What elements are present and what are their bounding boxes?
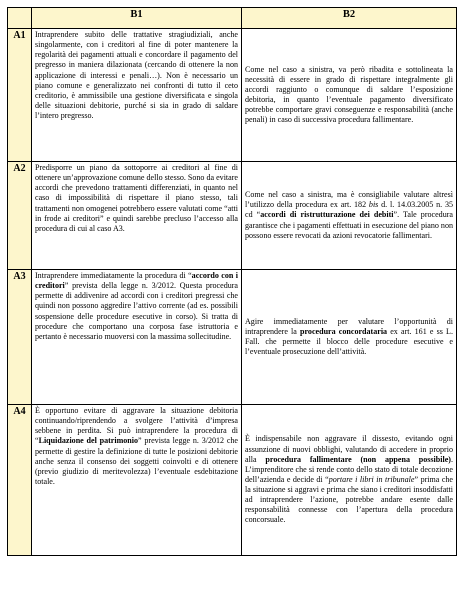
cell-a4-b1 xyxy=(32,405,242,556)
italic-text: bis xyxy=(368,200,379,210)
cell-a1-b2 xyxy=(242,29,457,162)
bold-text: accordi di ristrutturazione dei debiti xyxy=(260,210,394,220)
cell-a1-b1 xyxy=(32,29,242,162)
table-row xyxy=(8,162,457,270)
cell-text: ” prima che la situazione si aggravi e prima che siano i creditori insoddisfatti ad intraprendere l’azione, potrebbe andare esente dalle responsabilità connesse con l’apertura della procedura concorsuale. xyxy=(245,474,454,525)
bold-text: Liquidazione del patrimonio xyxy=(38,436,139,446)
cell-text: ex art. 161 e ss L. Fall. che permette il blocco delle procedure esecutive e l’eventuale prosecuzione dell’attività. xyxy=(245,326,453,357)
decision-matrix-table xyxy=(7,7,457,556)
bold-text: procedura fallimentare (non appena possibile) xyxy=(265,454,451,464)
row-header-a3: A3 xyxy=(8,270,32,405)
column-header-b1: B1 xyxy=(32,8,242,29)
cell-a4-b2 xyxy=(242,405,457,556)
cell-text: ” prevista legge n. 3/2012 che permette di gestire la definizione di tutte le posizioni debitorie anche senza il consenso dei soggetti coinvolti e di ottenere (previo giudizio di meritevolezza) l’eventuale esdebitazione totale. xyxy=(35,436,238,486)
cell-text: ”. Tale procedura garantisce che i pagamenti effettuati in esecuzione del piano non possono essere revocati da azioni revocatorie fallimentari. xyxy=(245,210,453,240)
row-header-a2: A2 xyxy=(8,162,32,270)
bold-text: accordo con i creditori xyxy=(35,271,238,291)
cell-text: Intraprendere subito delle trattative stragiudiziali, anche singolarmente, con i creditori al fine di poter mantenere la regolarità dei pagamenti attuali e concordare il pagamento del pregresso in maniera dilazionata (cercando di ottenere la non applicazione di interessi e penali…). Non è necessario un piano comune e generalizzato nei confronti di tutto il ceto creditorio, è ammissibile una gestione diversificata e singola delle situazioni debitorie, purché si sia in grado di saldare l’intero pregresso. xyxy=(35,30,238,120)
row-header-a1: A1 xyxy=(8,29,32,162)
cell-text: d. l. 14.03.2005 n. 35 cd “ xyxy=(245,200,453,220)
table-row xyxy=(8,29,457,162)
corner-cell xyxy=(8,8,32,29)
cell-a3-b2 xyxy=(242,270,457,405)
cell-text: Come nel caso a sinistra, ma è consigliabile valutare altresì l’utilizzo della procedura ex art. 182 xyxy=(245,190,453,210)
cell-text: Agire immediatamente per valutare l’opportunità di intraprendere la xyxy=(245,316,453,336)
table-row xyxy=(8,405,457,556)
header-row xyxy=(8,8,457,29)
row-header-a4: A4 xyxy=(8,405,32,556)
cell-text: Predisporre un piano da sottoporre ai creditori al fine di ottenere un’approvazione comune dello stesso. Sono da evitare accordi che prevedono trattamenti differenziati, in quanto nel caso di impossibilità di rispettare il piano stesso, tali trattamenti non omogenei potrebbero essere valutati come “atti in frode ai creditori” e quindi sarebbe precluso l’accesso alla procedura di cui al caso A3. xyxy=(35,163,238,233)
italic-text: portare i libri in tribunale xyxy=(328,474,415,484)
cell-text: È opportuno evitare di aggravare la situazione debitoria continuando/riprendendo a svolgere l’attività d’impresa sebbene in perdita. Si può intraprendere la procedura di “ xyxy=(35,406,238,446)
cell-text: Intraprendere immediatamente la procedura di “ xyxy=(35,271,192,280)
cell-text: ” prevista della legge n. 3/2012. Questa procedura permette di addivenire ad accordi con i creditori pregressi che quindi non possono aggredire l’attivo corrente (ad es. possibili sospensione delle procedure esecutive in corso). Si tratta di procedure che comportano una corposa fase istruttoria e pertanto è necessario muoversi con la massima sollecitudine. xyxy=(35,281,238,341)
table-row xyxy=(8,270,457,405)
cell-text: . L’imprenditore che si rende conto dello stato di totale decozione dell’azienda e decide di “ xyxy=(245,454,453,484)
column-header-b2: B2 xyxy=(242,8,457,29)
cell-a2-b2 xyxy=(242,162,457,270)
cell-text: Come nel caso a sinistra, va però ribadita e sottolineata la necessità di essere in grado di rispettare integralmente gli accordi raggiunto o comunque di saldare l’esposizione debitoria, in quanto l’eventuale pagamento diversificato potrebbe comportare gravi conseguenze e responsabilità (anche penali) in caso di successiva procedura fallimentare. xyxy=(245,64,453,125)
cell-a3-b1 xyxy=(32,270,242,405)
bold-text: procedura concordataria xyxy=(300,326,388,336)
cell-a2-b1 xyxy=(32,162,242,270)
cell-text: È indispensabile non aggravare il dissesto, evitando ogni assunzione di nuovi obblighi, valutando di accedere in proprio alla xyxy=(245,434,453,464)
